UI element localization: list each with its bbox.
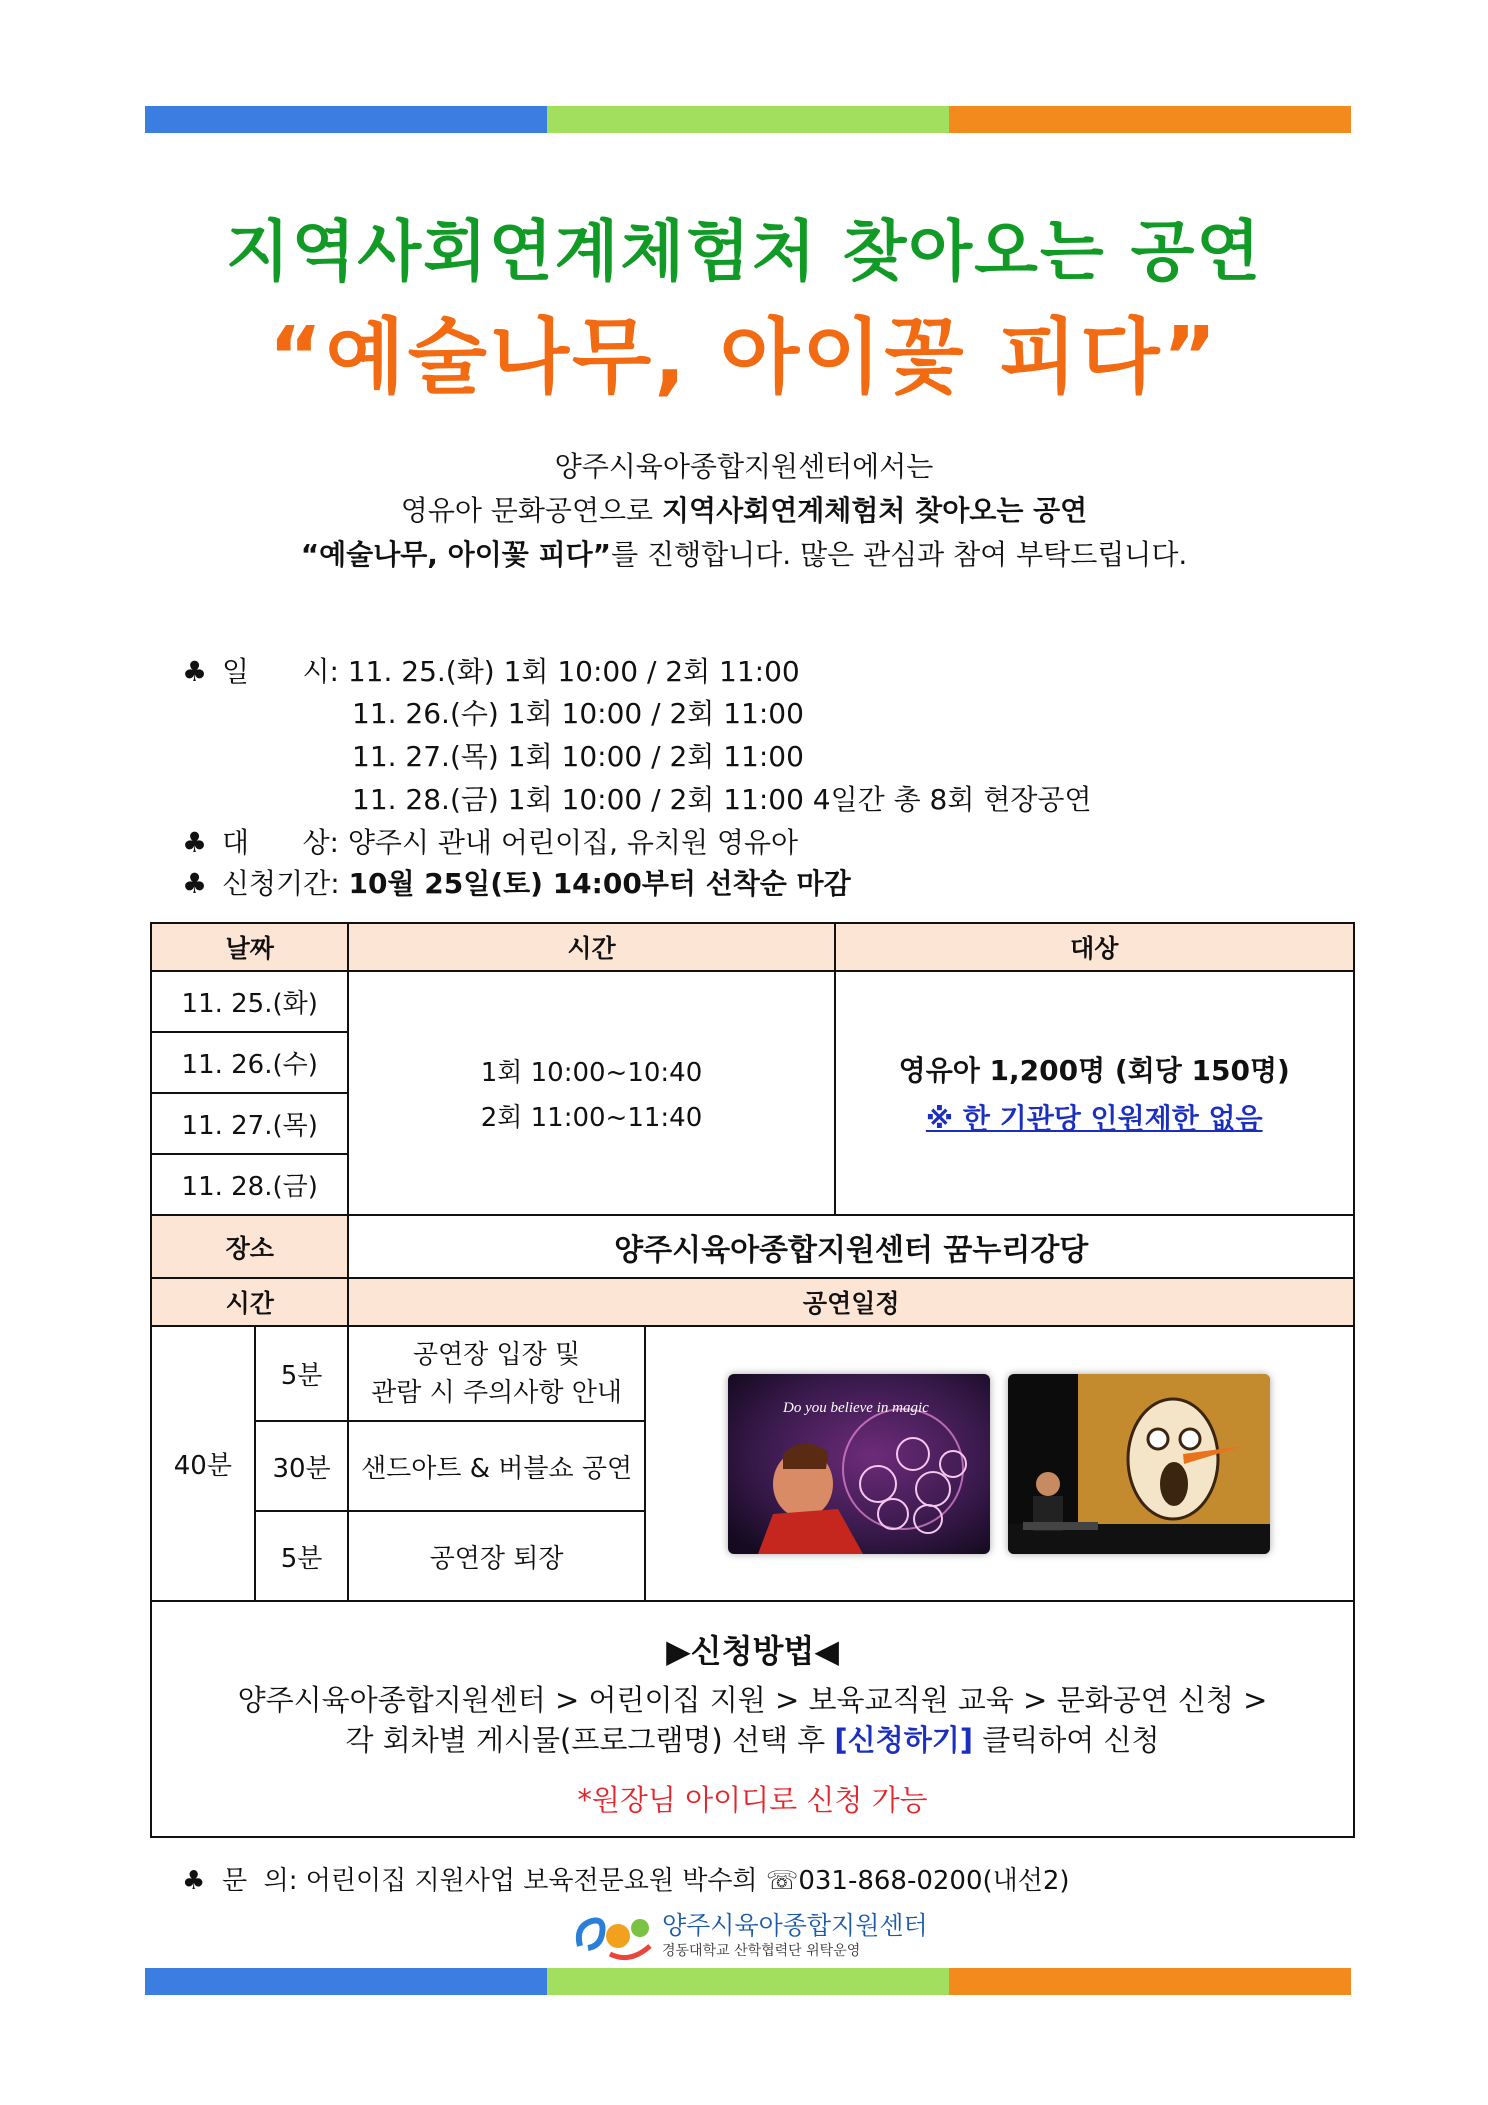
total-duration: 40분 [151, 1326, 255, 1601]
intro-text [0, 445, 1488, 577]
header-time: 시간 [348, 923, 834, 971]
club-icon: ♣ [182, 826, 208, 859]
method-line-1: 양주시육아종합지원센터 > 어린이집 지원 > 보육교직원 교육 > 문화공연 신청 > [237, 1682, 1268, 1717]
intro-line-2a: 영유아 문화공연으로 [400, 494, 662, 527]
schedule-time-label: 시간 [151, 1278, 348, 1326]
info-date-1: 11. 25.(화) 1회 10:00 / 2회 11:00 [347, 655, 800, 688]
header-target: 대상 [835, 923, 1355, 971]
schedule-label: 공연일정 [348, 1278, 1354, 1326]
place-value: 양주시육아종합지원센터 꿈누리강당 [348, 1215, 1354, 1278]
info-date-label: 일 시: [222, 655, 348, 688]
target-note: ※ 한 기관당 인원제한 없음 [925, 1102, 1263, 1135]
method-line-2 [152, 1720, 1353, 1760]
date-cell: 11. 26.(수) [151, 1032, 348, 1093]
date-cell: 11. 25.(화) [151, 971, 348, 1032]
date-cell: 11. 27.(목) [151, 1093, 348, 1154]
intro-line-3 [0, 533, 1488, 577]
title-line-1: 지역사회연계체험처 찾아오는 공연 [225, 213, 1263, 290]
top-color-bar [145, 106, 1351, 133]
info-target-row [182, 821, 798, 865]
info-date-4: 11. 28.(금) 1회 10:00 / 2회 11:00 4일간 총 8회 현장공연 [352, 783, 1092, 816]
apply-link-text: [신청하기] [834, 1722, 973, 1757]
info-period: 10월 25일(토) 14:00부터 선착순 마감 [348, 867, 851, 900]
club-icon: ♣ [182, 655, 208, 688]
intro-line-2b: 지역사회연계체험처 찾아오는 공연 [662, 494, 1088, 527]
schedule-duration: 5분 [255, 1511, 349, 1601]
photo-cell [645, 1326, 1354, 1601]
method-line-2c: 클릭하여 신청 [972, 1722, 1160, 1757]
schedule-item-line: 관람 시 주의사항 안내 [371, 1377, 622, 1408]
intro-line-1: 양주시육아종합지원센터에서는 [554, 450, 934, 483]
title-line-2: “예술나무, 아이꽃 피다” [268, 310, 1220, 405]
info-date-2: 11. 26.(수) 1회 10:00 / 2회 11:00 [352, 697, 804, 730]
intro-line-3b: 를 진행합니다. 많은 관심과 참여 부탁드립니다. [611, 538, 1188, 571]
target-cell [835, 971, 1355, 1215]
photo-caption: Do you believe in magic [783, 1399, 930, 1416]
photo-row [646, 1374, 1353, 1554]
logo-name: 양주시육아종합지원센터 [662, 1911, 928, 1940]
info-date-3: 11. 27.(목) 1회 10:00 / 2회 11:00 [352, 740, 804, 773]
info-date-row-1 [182, 650, 800, 694]
method-note: *원장님 아이디로 신청 가능 [577, 1782, 928, 1817]
intro-line-3a: “예술나무, 아이꽃 피다” [300, 538, 612, 571]
info-target-label: 대 상: [222, 826, 348, 859]
target-main: 영유아 1,200명 (회당 150명) [898, 1054, 1290, 1087]
schedule-duration: 30분 [255, 1421, 349, 1511]
schedule-item: 공연장 퇴장 [348, 1511, 644, 1601]
bottom-color-bar [145, 1968, 1351, 1995]
info-period-row [182, 862, 851, 906]
logo-sub: 경동대학교 산학협력단 위탁운영 [662, 1943, 861, 1959]
time-1: 1회 10:00~10:40 [480, 1058, 703, 1088]
method-cell [151, 1601, 1354, 1837]
sand-art-photo [1008, 1374, 1270, 1554]
intro-line-2 [0, 489, 1488, 533]
date-cell: 11. 28.(금) [151, 1154, 348, 1215]
header-date: 날짜 [151, 923, 348, 971]
schedule-item: 샌드아트 & 버블쇼 공연 [348, 1421, 644, 1511]
schedule-table [150, 922, 1355, 1838]
info-period-label: 신청기간: [222, 867, 349, 900]
info-target: 양주시 관내 어린이집, 유치원 영유아 [347, 826, 799, 859]
center-logo [570, 1906, 930, 1962]
bubble-show-photo [728, 1374, 990, 1554]
club-icon: ♣ [182, 1866, 206, 1896]
time-cell [348, 971, 834, 1215]
club-icon: ♣ [182, 867, 208, 900]
schedule-item-line: 공연장 입장 및 [412, 1339, 581, 1370]
method-title: ▶신청방법◀ [666, 1631, 839, 1670]
time-2: 2회 11:00~11:40 [480, 1103, 703, 1133]
place-label: 장소 [151, 1215, 348, 1278]
logo-mark-icon [570, 1906, 656, 1962]
contact-row [182, 1860, 1070, 1897]
schedule-item [348, 1326, 644, 1421]
schedule-duration: 5분 [255, 1326, 349, 1421]
contact-text: 문 의: 어린이집 지원사업 보육전문요원 박수희 ☏031-868-0200(내선2) [222, 1866, 1070, 1896]
method-line-2a: 각 회차별 게시물(프로그램명) 선택 후 [345, 1722, 835, 1757]
